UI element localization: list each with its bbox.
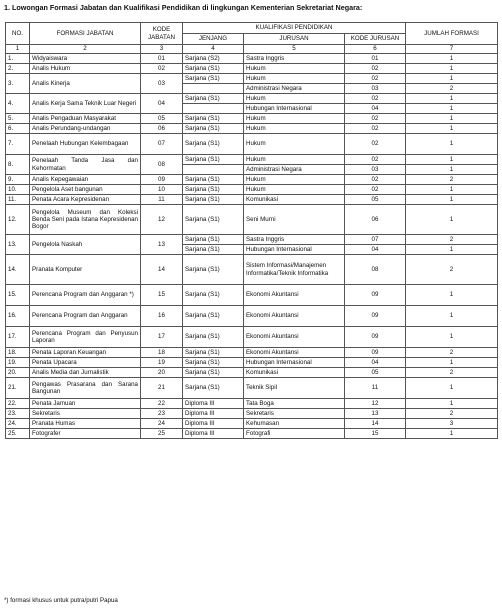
kode-jurusan: 02 (345, 114, 406, 124)
kode-jurusan: 02 (345, 175, 406, 185)
table-row (6, 429, 498, 439)
jumlah-formasi: 3 (406, 419, 498, 429)
kode-jurusan: 02 (345, 64, 406, 74)
table-row (6, 54, 498, 64)
table-row (6, 378, 498, 399)
kode-jurusan: 09 (345, 285, 406, 306)
row-number: 13. (6, 235, 30, 255)
jurusan: Hukum (244, 155, 345, 165)
kode-jabatan: 09 (141, 175, 183, 185)
formasi-jabatan: Penata Acara Kepresidenan (30, 195, 141, 205)
kode-jabatan: 05 (141, 114, 183, 124)
table-row (6, 64, 498, 74)
jenjang (183, 104, 244, 114)
row-number: 15. (6, 285, 30, 306)
jumlah-formasi: 2 (406, 84, 498, 94)
jenjang: Sarjana (S1) (183, 155, 244, 165)
jurusan: Sistem Informasi/Manajemen Informatika/Teknik Informatika (244, 255, 345, 285)
row-number: 5. (6, 114, 30, 124)
kode-jurusan: 04 (345, 245, 406, 255)
jenjang: Sarjana (S1) (183, 358, 244, 368)
jurusan: Hukum (244, 134, 345, 155)
kode-jurusan: 09 (345, 306, 406, 327)
table-row (6, 155, 498, 165)
row-number: 22. (6, 399, 30, 409)
jenjang: Sarjana (S1) (183, 245, 244, 255)
column-number: 5 (244, 45, 345, 54)
kode-jurusan: 11 (345, 378, 406, 399)
formasi-jabatan: Analis Kerja Sama Teknik Luar Negeri (30, 94, 141, 114)
kode-jabatan: 16 (141, 306, 183, 327)
table-row (6, 175, 498, 185)
kode-jurusan: 03 (345, 165, 406, 175)
column-number: 4 (183, 45, 244, 54)
formasi-jabatan: Pengawas Prasarana dan Sarana Bangunan (30, 378, 141, 399)
table-body (6, 54, 498, 439)
jenjang: Sarjana (S1) (183, 64, 244, 74)
row-number: 12. (6, 205, 30, 235)
jumlah-formasi: 1 (406, 165, 498, 175)
jenjang: Sarjana (S1) (183, 205, 244, 235)
jenjang: Sarjana (S1) (183, 235, 244, 245)
jumlah-formasi: 1 (406, 124, 498, 134)
kode-jabatan: 01 (141, 54, 183, 64)
table-row (6, 255, 498, 285)
jurusan: Tata Boga (244, 399, 345, 409)
jenjang (183, 84, 244, 94)
jurusan: Sastra Inggris (244, 54, 345, 64)
row-number: 6. (6, 124, 30, 134)
kode-jurusan: 09 (345, 327, 406, 348)
kode-jurusan: 13 (345, 409, 406, 419)
kode-jurusan: 02 (345, 155, 406, 165)
row-number: 20. (6, 368, 30, 378)
jurusan: Hukum (244, 94, 345, 104)
row-number: 25. (6, 429, 30, 439)
table-row (6, 195, 498, 205)
jurusan: Ekonomi Akuntansi (244, 285, 345, 306)
jenjang: Sarjana (S1) (183, 306, 244, 327)
jumlah-formasi: 1 (406, 104, 498, 114)
kode-jabatan: 06 (141, 124, 183, 134)
jumlah-formasi: 1 (406, 114, 498, 124)
column-number: 2 (30, 45, 141, 54)
table-row (6, 409, 498, 419)
jenjang: Sarjana (S1) (183, 195, 244, 205)
jurusan: Hubungan Internasional (244, 104, 345, 114)
kode-jabatan: 15 (141, 285, 183, 306)
jenjang: Sarjana (S1) (183, 124, 244, 134)
formasi-jabatan: Pranata Humas (30, 419, 141, 429)
kode-jabatan: 18 (141, 348, 183, 358)
kode-jabatan: 02 (141, 64, 183, 74)
kode-jabatan: 19 (141, 358, 183, 368)
jumlah-formasi: 2 (406, 255, 498, 285)
table-row (6, 94, 498, 104)
kode-jabatan: 08 (141, 155, 183, 175)
table-row (6, 399, 498, 409)
jenjang: Sarjana (S1) (183, 327, 244, 348)
jenjang: Sarjana (S1) (183, 368, 244, 378)
row-number: 10. (6, 185, 30, 195)
formasi-jabatan: Analis Pengaduan Masyarakat (30, 114, 141, 124)
jurusan: Hukum (244, 114, 345, 124)
jurusan: Hukum (244, 124, 345, 134)
formasi-jabatan: Pengelola Museum dan Koleksi Benda Seni pada Istana Kepresidenan Bogor (30, 205, 141, 235)
header-kode-jurusan: KODE JURUSAN (345, 34, 406, 45)
jumlah-formasi: 1 (406, 327, 498, 348)
kode-jurusan: 07 (345, 235, 406, 245)
jenjang: Diploma III (183, 399, 244, 409)
kode-jurusan: 15 (345, 429, 406, 439)
jurusan: Ekonomi Akuntansi (244, 327, 345, 348)
jumlah-formasi: 2 (406, 175, 498, 185)
jumlah-formasi: 1 (406, 205, 498, 235)
table-row (6, 368, 498, 378)
jenjang: Sarjana (S1) (183, 134, 244, 155)
formasi-jabatan: Pengelola Aset bangunan (30, 185, 141, 195)
kode-jabatan: 04 (141, 94, 183, 114)
header-no: NO. (6, 23, 30, 45)
kode-jabatan: 07 (141, 134, 183, 155)
table-row (6, 358, 498, 368)
jumlah-formasi: 1 (406, 54, 498, 64)
jumlah-formasi: 1 (406, 185, 498, 195)
formation-table (5, 22, 498, 439)
formasi-jabatan: Perencana Program dan Penyusun Laporan (30, 327, 141, 348)
jurusan: Hukum (244, 185, 345, 195)
kode-jurusan: 14 (345, 419, 406, 429)
kode-jurusan: 05 (345, 368, 406, 378)
kode-jabatan: 20 (141, 368, 183, 378)
header-jenjang: JENJANG (183, 34, 244, 45)
jenjang: Sarjana (S1) (183, 185, 244, 195)
jumlah-formasi: 2 (406, 409, 498, 419)
formasi-jabatan: Analis Perundang-undangan (30, 124, 141, 134)
formasi-jabatan: Analis Kepegawaian (30, 175, 141, 185)
kode-jurusan: 09 (345, 348, 406, 358)
jenjang: Sarjana (S1) (183, 285, 244, 306)
row-number: 11. (6, 195, 30, 205)
row-number: 23. (6, 409, 30, 419)
kode-jabatan: 22 (141, 399, 183, 409)
kode-jabatan: 14 (141, 255, 183, 285)
jumlah-formasi: 1 (406, 306, 498, 327)
jenjang: Sarjana (S1) (183, 74, 244, 84)
jenjang: Sarjana (S1) (183, 114, 244, 124)
formasi-jabatan: Widyaiswara (30, 54, 141, 64)
jenjang (183, 165, 244, 175)
jumlah-formasi: 1 (406, 399, 498, 409)
row-number: 21. (6, 378, 30, 399)
jurusan: Administrasi Negara (244, 165, 345, 175)
table-row (6, 124, 498, 134)
jurusan: Kehumasan (244, 419, 345, 429)
jurusan: Komunikasi (244, 195, 345, 205)
column-number: 3 (141, 45, 183, 54)
kode-jabatan: 13 (141, 235, 183, 255)
row-number: 17. (6, 327, 30, 348)
jurusan: Hubungan Internasional (244, 245, 345, 255)
row-number: 2. (6, 64, 30, 74)
formasi-jabatan: Penelaah Hubungan Kelembagaan (30, 134, 141, 155)
table-row (6, 327, 498, 348)
jumlah-formasi: 1 (406, 378, 498, 399)
table-row (6, 235, 498, 245)
formasi-jabatan: Analis Media dan Jurnalistik (30, 368, 141, 378)
row-number: 18. (6, 348, 30, 358)
kode-jurusan: 02 (345, 185, 406, 195)
jurusan: Fotografi (244, 429, 345, 439)
formasi-jabatan: Perencana Program dan Anggaran *) (30, 285, 141, 306)
kode-jabatan: 23 (141, 409, 183, 419)
jenjang: Diploma III (183, 429, 244, 439)
jurusan: Hukum (244, 175, 345, 185)
column-number: 6 (345, 45, 406, 54)
kode-jurusan: 12 (345, 399, 406, 409)
kode-jurusan: 02 (345, 124, 406, 134)
header-kualifikasi: KUALIFIKASI PENDIDIKAN (183, 23, 406, 34)
jenjang: Sarjana (S1) (183, 175, 244, 185)
kode-jabatan: 11 (141, 195, 183, 205)
row-number: 19. (6, 358, 30, 368)
row-number: 1. (6, 54, 30, 64)
kode-jabatan: 03 (141, 74, 183, 94)
kode-jabatan: 12 (141, 205, 183, 235)
table-row (6, 285, 498, 306)
jenjang: Sarjana (S1) (183, 255, 244, 285)
header-formasi: FORMASI JABATAN (30, 23, 141, 45)
kode-jurusan: 05 (345, 195, 406, 205)
table-row (6, 419, 498, 429)
formasi-jabatan: Penelaah Tanda Jasa dan Kehormatan (30, 155, 141, 175)
column-number: 1 (6, 45, 30, 54)
jurusan: Ekonomi Akuntansi (244, 306, 345, 327)
row-number: 14. (6, 255, 30, 285)
jumlah-formasi: 1 (406, 64, 498, 74)
kode-jurusan: 01 (345, 54, 406, 64)
formasi-jabatan: Penata Upacara (30, 358, 141, 368)
row-number: 7. (6, 134, 30, 155)
jumlah-formasi: 1 (406, 429, 498, 439)
jumlah-formasi: 1 (406, 74, 498, 84)
table-row (6, 74, 498, 84)
formasi-jabatan: Perencana Program dan Anggaran (30, 306, 141, 327)
jurusan: Hukum (244, 64, 345, 74)
jenjang: Sarjana (S2) (183, 54, 244, 64)
footnote: *) formasi khusus untuk putra/putri Papua (4, 597, 118, 604)
kode-jurusan: 08 (345, 255, 406, 285)
kode-jurusan: 02 (345, 94, 406, 104)
kode-jurusan: 02 (345, 74, 406, 84)
formasi-jabatan: Analis Kinerja (30, 74, 141, 94)
formasi-jabatan: Penata Laporan Keuangan (30, 348, 141, 358)
kode-jurusan: 04 (345, 104, 406, 114)
jurusan: Komunikasi (244, 368, 345, 378)
jurusan: Sekretaris (244, 409, 345, 419)
jenjang: Diploma III (183, 409, 244, 419)
table-row (6, 348, 498, 358)
table-row (6, 134, 498, 155)
table-row (6, 306, 498, 327)
jumlah-formasi: 1 (406, 195, 498, 205)
jenjang: Sarjana (S1) (183, 378, 244, 399)
document-title: 1. Lowongan Formasi Jabatan dan Kualifikasi Pendidikan di lingkungan Kementerian Sekretariat Negara: (4, 3, 363, 12)
jumlah-formasi: 1 (406, 358, 498, 368)
jumlah-formasi: 2 (406, 235, 498, 245)
jenjang: Sarjana (S1) (183, 348, 244, 358)
kode-jurusan: 04 (345, 358, 406, 368)
row-number: 4. (6, 94, 30, 114)
table-row (6, 185, 498, 195)
jurusan: Administrasi Negara (244, 84, 345, 94)
jenjang: Diploma III (183, 419, 244, 429)
jumlah-formasi: 2 (406, 348, 498, 358)
kode-jabatan: 17 (141, 327, 183, 348)
kode-jabatan: 10 (141, 185, 183, 195)
table-row (6, 205, 498, 235)
jenjang: Sarjana (S1) (183, 94, 244, 104)
jurusan: Teknik Sipil (244, 378, 345, 399)
row-number: 16. (6, 306, 30, 327)
column-number-row (6, 45, 498, 54)
row-number: 8. (6, 155, 30, 175)
jumlah-formasi: 1 (406, 245, 498, 255)
kode-jabatan: 21 (141, 378, 183, 399)
jurusan: Ekonomi Akuntansi (244, 348, 345, 358)
jumlah-formasi: 2 (406, 368, 498, 378)
kode-jabatan: 24 (141, 419, 183, 429)
formasi-jabatan: Penata Jamuan (30, 399, 141, 409)
formasi-jabatan: Fotografer (30, 429, 141, 439)
row-number: 3. (6, 74, 30, 94)
kode-jurusan: 06 (345, 205, 406, 235)
jurusan: Hubungan Internasional (244, 358, 345, 368)
header-jurusan: JURUSAN (244, 34, 345, 45)
kode-jurusan: 03 (345, 84, 406, 94)
row-number: 9. (6, 175, 30, 185)
header-kode-jabatan: KODE JABATAN (141, 23, 183, 45)
jurusan: Seni Murni (244, 205, 345, 235)
header-jumlah: JUMLAH FORMASI (406, 23, 498, 45)
row-number: 24. (6, 419, 30, 429)
jumlah-formasi: 1 (406, 285, 498, 306)
jumlah-formasi: 1 (406, 155, 498, 165)
kode-jurusan: 02 (345, 134, 406, 155)
table-row (6, 114, 498, 124)
jurusan: Hukum (244, 74, 345, 84)
formasi-jabatan: Pranata Komputer (30, 255, 141, 285)
column-number: 7 (406, 45, 498, 54)
jurusan: Sastra Inggris (244, 235, 345, 245)
formasi-jabatan: Pengelola Naskah (30, 235, 141, 255)
jumlah-formasi: 1 (406, 94, 498, 104)
formasi-jabatan: Sekretaris (30, 409, 141, 419)
formasi-jabatan: Analis Hukum (30, 64, 141, 74)
jumlah-formasi: 1 (406, 134, 498, 155)
kode-jabatan: 25 (141, 429, 183, 439)
